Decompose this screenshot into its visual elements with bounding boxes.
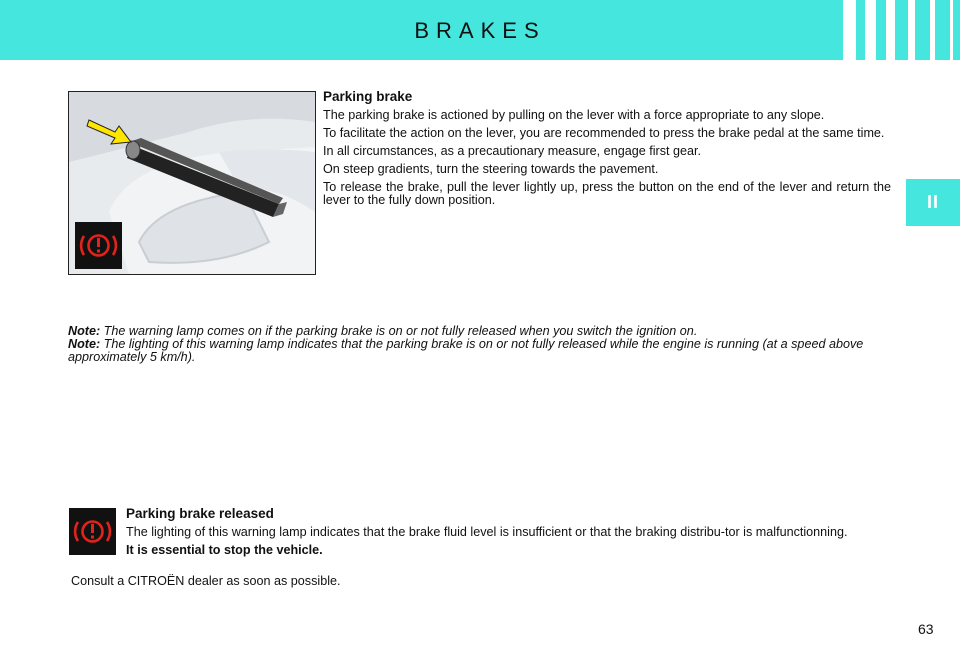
- brake-warning-icon: [75, 222, 122, 269]
- page-number: 63: [918, 621, 934, 637]
- paragraph: To facilitate the action on the lever, you are recommended to press the brake pedal at the same time.: [323, 126, 885, 140]
- header-stripe: [843, 0, 856, 60]
- brake-warning-lamp: [69, 508, 116, 555]
- warning-text: It is essential to stop the vehicle.: [126, 543, 323, 557]
- header-stripe: [886, 0, 895, 60]
- parking-brake-illustration: [69, 92, 315, 274]
- note-label: Note:: [68, 324, 101, 338]
- note-label: Note:: [68, 337, 101, 351]
- paragraph: On steep gradients, turn the steering towards the pavement.: [323, 162, 659, 176]
- header-stripe: [908, 0, 915, 60]
- section-heading: Parking brake: [323, 89, 413, 104]
- page-header: [0, 0, 960, 60]
- paragraph: The lighting of this warning lamp indicates that the brake fluid level is insufficient or that the braking distribu-tor is malfunctionning.: [126, 525, 848, 539]
- notes: [68, 325, 891, 364]
- section-heading: Parking brake released: [126, 506, 274, 521]
- page-title: BRAKES: [414, 18, 546, 43]
- parking-brake-photo: [68, 91, 316, 275]
- chapter-tab: II: [906, 179, 960, 226]
- brake-warning-icon: [69, 508, 116, 555]
- header-stripe: [930, 0, 935, 60]
- note: [68, 338, 891, 364]
- parking-brake-released-section: [126, 506, 891, 562]
- header-stripe: [865, 0, 876, 60]
- paragraph: In all circumstances, as a precautionary measure, engage first gear.: [323, 144, 702, 158]
- note-text: The lighting of this warning lamp indicates that the parking brake is on or not fully released while the engine is running (at a speed above approximately 5 km/h).: [68, 337, 864, 364]
- note-text: The warning lamp comes on if the parking brake is on or not fully released when you switch the ignition on.: [100, 324, 698, 338]
- paragraph: The parking brake is actioned by pulling on the lever with a force appropriate to any slope.: [323, 108, 825, 122]
- consult-dealer-text: Consult a CITROËN dealer as soon as possible.: [71, 574, 341, 588]
- parking-brake-section: [323, 89, 891, 212]
- header-stripe: [950, 0, 953, 60]
- paragraph: To release the brake, pull the lever lightly up, press the button on the end of the lever and return the lever to the fully down position.: [323, 180, 891, 207]
